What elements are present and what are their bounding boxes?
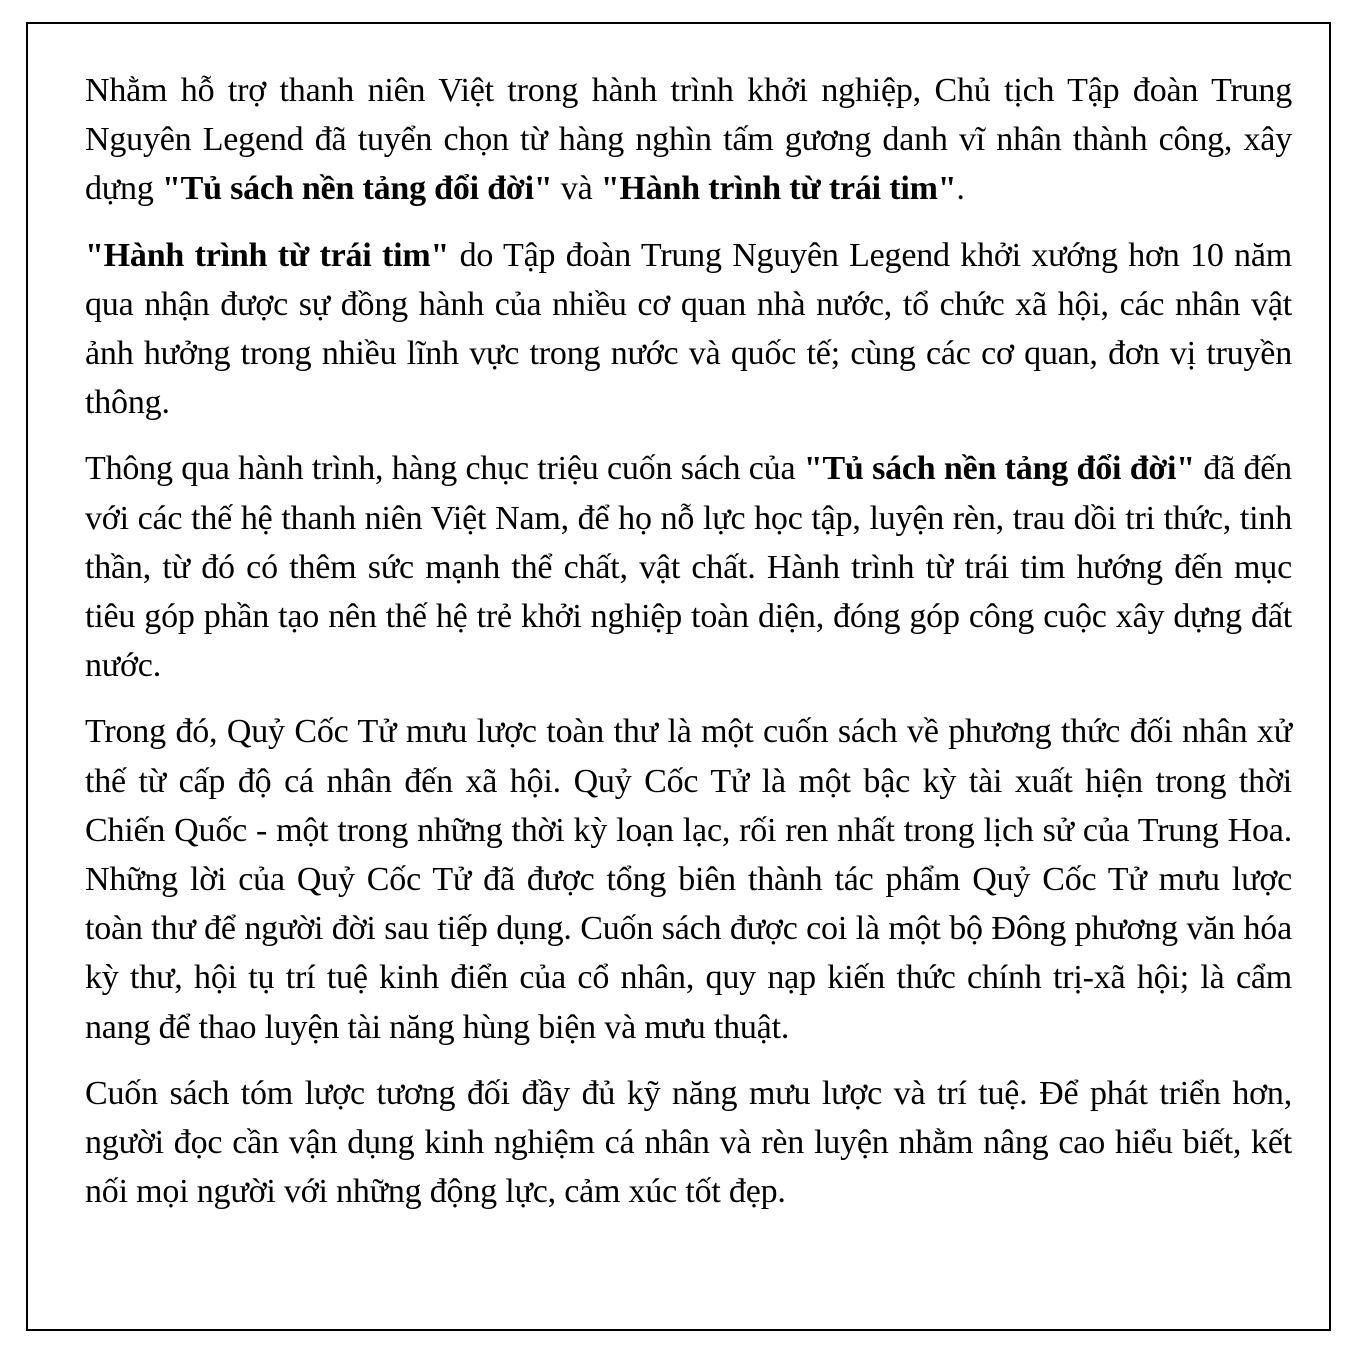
- bold-title-hanh-trinh: "Hành trình từ trái tim": [85, 236, 450, 274]
- text-segment: đã đến với các thế hệ thanh niên Việt Nam, để họ nỗ lực học tập, luyện rèn, trau dồi tri thức, tinh thần, từ đó có thêm sức mạnh thể chất, vật chất. Hành trình từ trái tim hướng đến mục tiêu góp phần tạo nên thế hệ trẻ khởi nghiệp toàn diện, đóng góp công cuộc xây dựng đất nước.: [85, 450, 1292, 685]
- paragraph-thong-qua: [85, 444, 1292, 690]
- bold-title-hanh-trinh: "Hành trình từ trái tim": [600, 170, 957, 208]
- paragraph-quy-coc-tu: [85, 707, 1292, 1051]
- paragraph-conclusion: [85, 1069, 1292, 1217]
- document-frame: [26, 22, 1331, 1331]
- text-segment: và: [552, 170, 601, 208]
- bold-title-tu-sach: "Tủ sách nền tảng đổi đời": [161, 170, 553, 208]
- text-segment: do Tập đoàn Trung Nguyên Legend khởi xướng hơn 10 năm qua nhận được sự đồng hành của nhiều cơ quan nhà nước, tổ chức xã hội, các nhân vật ảnh hưởng trong nhiều lĩnh vực trong nước và quốc tế; cùng các cơ quan, đơn vị truyền thông.: [85, 236, 1292, 422]
- document-body: [85, 66, 1292, 1233]
- text-segment: Trong đó, Quỷ Cốc Tử mưu lược toàn thư là một cuốn sách về phương thức đối nhân xử thế từ cấp độ cá nhân đến xã hội. Quỷ Cốc Tử là một bậc kỳ tài xuất hiện trong thời Chiến Quốc - một trong những thời kỳ loạn lạc, rối ren nhất trong lịch sử của Trung Hoa. Những lời của Quỷ Cốc Tử đã được tổng biên thành tác phẩm Quỷ Cốc Tử mưu lược toàn thư để người đời sau tiếp dụng. Cuốn sách được coi là một bộ Đông phương văn hóa kỳ thư, hội tụ trí tuệ kinh điển của cổ nhân, quy nạp kiến thức chính trị-xã hội; là cẩm nang để thao luyện tài năng hùng biện và mưu thuật.: [85, 713, 1292, 1046]
- bold-title-tu-sach: "Tủ sách nền tảng đổi đời": [803, 450, 1195, 488]
- text-segment: .: [956, 170, 965, 208]
- text-segment: Thông qua hành trình, hàng chục triệu cuốn sách của: [85, 450, 804, 488]
- text-segment: Nhằm hỗ trợ thanh niên Việt trong hành trình khởi nghiệp, Chủ tịch Tập đoàn Trung Nguyên Legend đã tuyển chọn từ hàng nghìn tấm gương danh vĩ nhân thành công, xây dựng: [85, 72, 1292, 208]
- paragraph-hanh-trinh: [85, 231, 1292, 428]
- text-segment: Cuốn sách tóm lược tương đối đầy đủ kỹ năng mưu lược và trí tuệ. Để phát triển hơn, người đọc cần vận dụng kinh nghiệm cá nhân và rèn luyện nhằm nâng cao hiểu biết, kết nối mọi người với những động lực, cảm xúc tốt đẹp.: [85, 1074, 1292, 1211]
- paragraph-intro: [85, 66, 1292, 214]
